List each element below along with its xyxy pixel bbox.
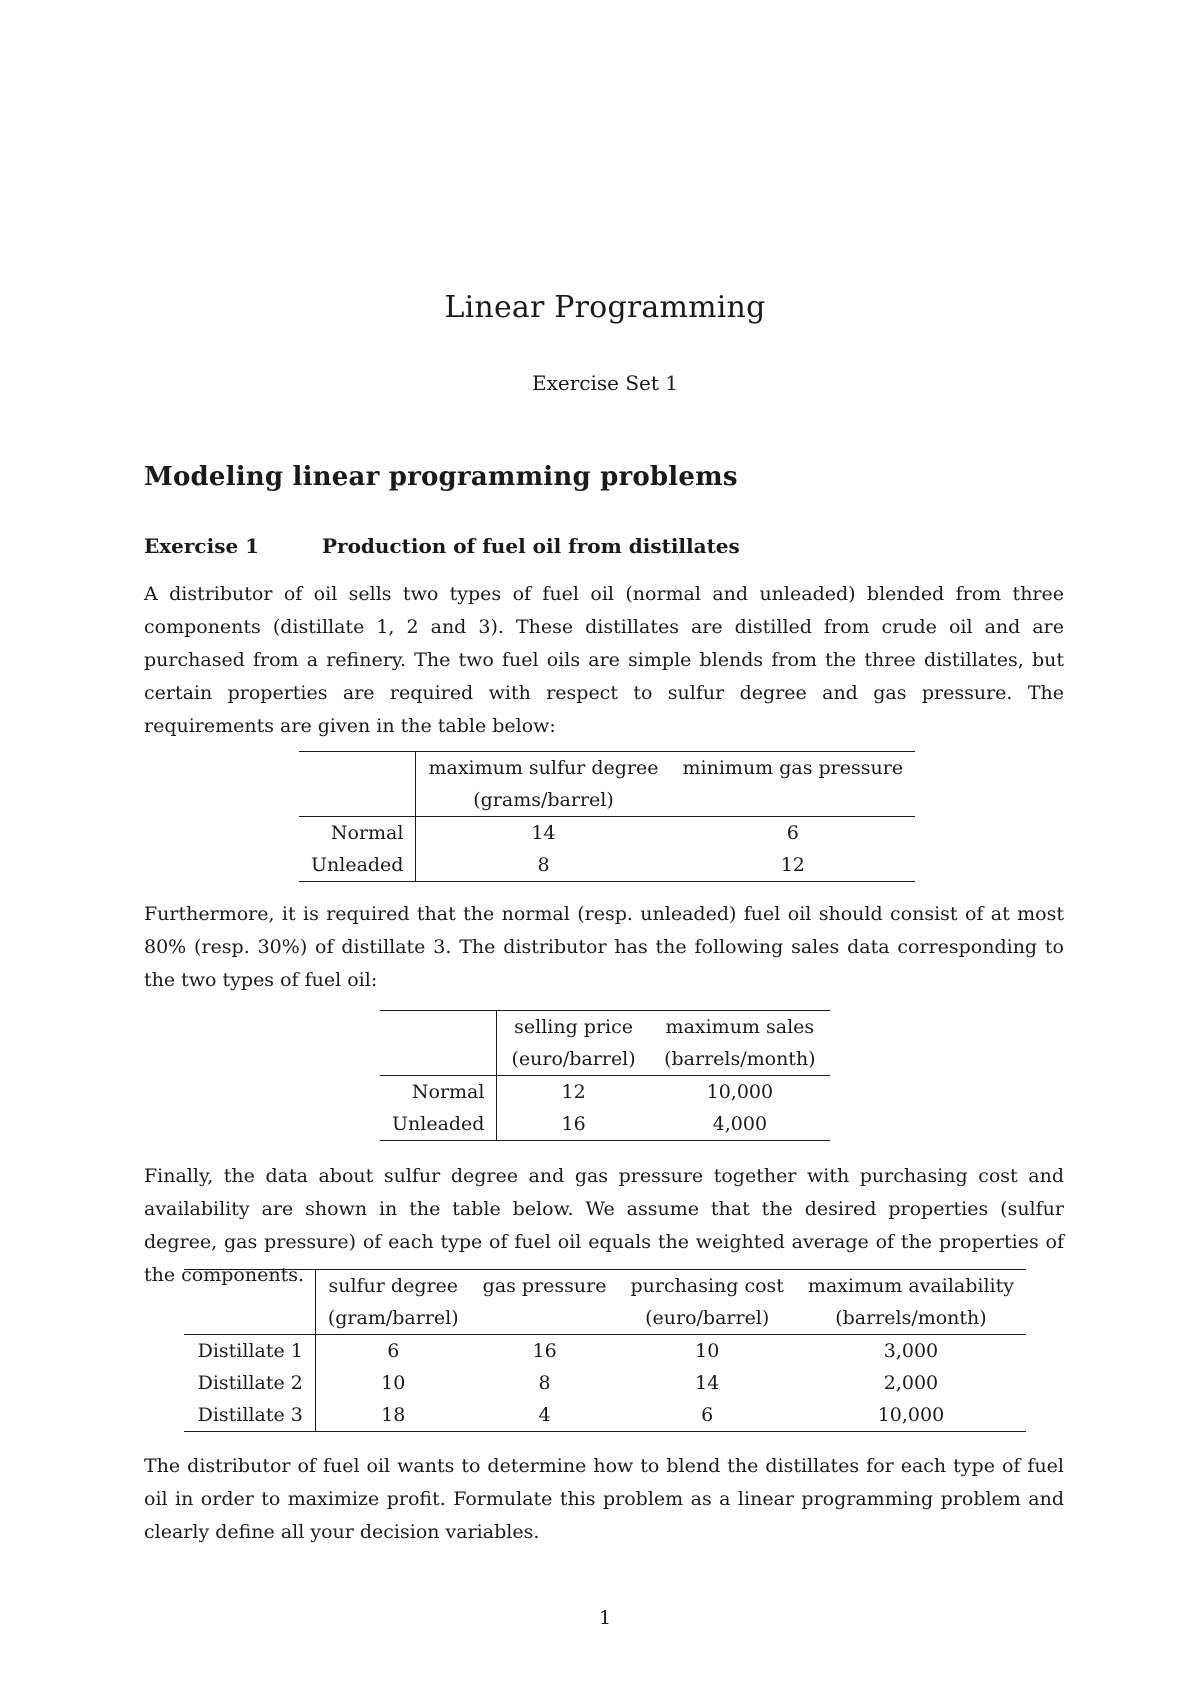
table-cell: 18: [315, 1399, 470, 1432]
distillates-table: [184, 1269, 1026, 1432]
table-header-unit: [471, 1302, 619, 1335]
table-corner-cell: [184, 1302, 315, 1335]
table-row: [299, 849, 915, 882]
table-corner-cell: [299, 784, 416, 817]
table-header-units-row: [380, 1043, 830, 1076]
table-row: [380, 1108, 830, 1141]
table-header-row: [184, 1270, 1026, 1303]
paragraph-intro: A distributor of oil sells two types of fuel oil (normal and unleaded) blended from three components (distillate 1, 2 and 3). These distillates are distilled from crude oil and are purchased from a refinery. The two fuel oils are simple blends from the three distillates, but certain properties are required with respect to sulfur degree and gas pressure. The requirements are given in the table below:: [144, 583, 1064, 737]
table-row-label: Normal: [299, 817, 416, 850]
table-corner-cell: [299, 752, 416, 785]
table-row-label: Unleaded: [299, 849, 416, 882]
table-header-units-row: [184, 1302, 1026, 1335]
exercise-title: Production of fuel oil from distillates: [322, 534, 740, 558]
table-cell: 4: [471, 1399, 619, 1432]
table-cell: 2,000: [883, 1372, 939, 1394]
table-header-cell: minimum gas pressure: [671, 752, 916, 785]
table-header-unit: (euro/barrel): [511, 1048, 636, 1070]
table-cell: 16: [497, 1108, 650, 1141]
table-header-cell: maximum sales: [650, 1011, 830, 1044]
table-cell: 14: [416, 817, 671, 850]
table-row-label: Distillate 3: [184, 1399, 315, 1432]
paragraph-distillates: Finally, the data about sulfur degree and gas pressure together with purchasing cost and availability are shown in the table below. We assume that the desired properties (sulfur degree, gas pressure) of each type of fuel oil equals the weighted average of the properties of the components.: [144, 1165, 1064, 1286]
table-row-label: Normal: [380, 1076, 497, 1109]
table-corner-cell: [380, 1011, 497, 1044]
table-header-unit: [671, 784, 916, 817]
table-row: [184, 1335, 1026, 1368]
sales-table: [380, 1010, 830, 1141]
table-row: [184, 1399, 1026, 1432]
table-header-unit: (barrels/month): [664, 1048, 816, 1070]
table-cell: 3,000: [796, 1335, 1026, 1368]
table-header-cell: purchasing cost: [619, 1270, 796, 1303]
table-cell: 6: [619, 1399, 796, 1432]
paragraph-sales: Furthermore, it is required that the normal (resp. unleaded) fuel oil should consist of at most 80% (resp. 30%) of distillate 3. The distributor has the following sales data corresponding to the two types of fuel oil:: [144, 903, 1064, 991]
table-row-label: Distillate 1: [184, 1335, 315, 1368]
table-header-row: [380, 1011, 830, 1044]
table-cell: 8: [538, 1372, 551, 1394]
table-header-row: [299, 752, 915, 785]
table-header-unit: (euro/barrel): [645, 1307, 770, 1329]
table-header-cell: sulfur degree: [315, 1270, 470, 1303]
table-cell: 10,000: [650, 1076, 830, 1109]
exercise-heading: [144, 534, 740, 558]
table-cell: 6: [671, 817, 916, 850]
table-cell: 8: [416, 849, 671, 882]
table-cell: 12: [671, 849, 916, 882]
paragraph-task: The distributor of fuel oil wants to determine how to blend the distillates for each type of fuel oil in order to maximize profit. Formulate this problem as a linear programming problem and clearly define all your decision variables.: [144, 1455, 1064, 1543]
table-header-unit: (grams/barrel): [473, 789, 614, 811]
table-cell: 10,000: [796, 1399, 1026, 1432]
table-row: [380, 1076, 830, 1109]
table-header-cell: gas pressure: [471, 1270, 619, 1303]
table-header-cell: selling price: [497, 1011, 650, 1044]
requirements-table: [299, 751, 915, 882]
exercise-number: Exercise 1: [144, 534, 260, 558]
table-corner-cell: [184, 1270, 315, 1303]
table-corner-cell: [380, 1043, 497, 1076]
table-row: [299, 817, 915, 850]
table-cell: 6: [315, 1335, 470, 1368]
document-title: Linear Programming: [444, 290, 766, 325]
table-header-cell: maximum sulfur degree: [416, 752, 671, 785]
table-header-cell: maximum availability: [796, 1270, 1026, 1303]
table-row: [184, 1367, 1026, 1399]
table-cell: 10: [381, 1372, 406, 1394]
table-row-label: Unleaded: [380, 1108, 497, 1141]
table-header-unit: (barrels/month): [835, 1307, 987, 1329]
table-header-units-row: [299, 784, 915, 817]
page-number: 1: [598, 1607, 612, 1629]
table-cell: 12: [497, 1076, 650, 1109]
table-row-label: Distillate 2: [184, 1367, 315, 1399]
document-subtitle: Exercise Set 1: [532, 371, 678, 395]
section-title: Modeling linear programming problems: [144, 462, 738, 492]
table-cell: 14: [695, 1372, 720, 1394]
table-header-unit: (gram/barrel): [327, 1307, 459, 1329]
table-cell: 4,000: [650, 1108, 830, 1141]
table-cell: 16: [471, 1335, 619, 1368]
table-cell: 10: [619, 1335, 796, 1368]
